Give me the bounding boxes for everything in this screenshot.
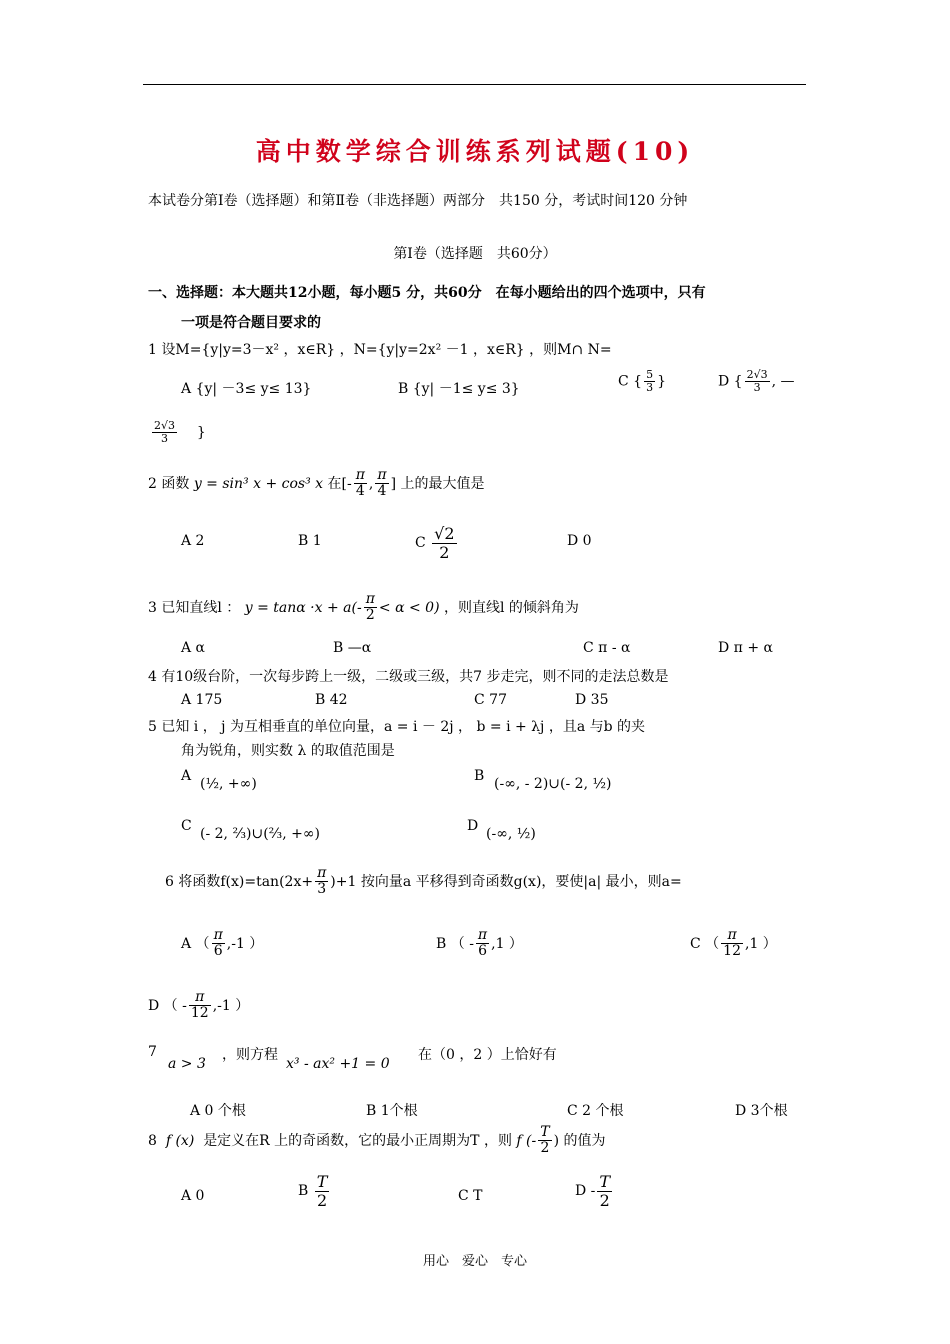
q5-line2: 角为锐角，则实数 λ 的取值范围是 (181, 743, 395, 759)
q1-option-a: A {y| －3≤ y≤ 13} (181, 381, 312, 397)
q2-option-b: B 1 (298, 533, 322, 549)
q3-option-b: B —α (333, 640, 372, 656)
q8-stem: 8 f (x) 是定义在R 上的奇函数，它的最小正周期为T ，则 f (- $\frac{T}{2}$ ) 的值为 (148, 1124, 606, 1157)
part1-title: 第Ⅰ卷（选择题 共60分） (393, 246, 557, 262)
q1-option-d-cont: $\frac{2√3}{3}$ } (154, 419, 206, 446)
q5-option-d-label: D (467, 818, 479, 834)
q5-option-d: (-∞, ½) (486, 826, 536, 842)
q4-option-b: B 42 (315, 692, 348, 708)
q3-option-c: C π - α (583, 640, 631, 656)
q5-option-c: (- 2, ⅔)∪(⅔, +∞) (200, 826, 320, 842)
q7-mid: ，则方程 (222, 1047, 278, 1063)
q7-option-c: C 2 个根 (567, 1103, 624, 1119)
q4-stem: 4 有10级台阶，一次每步跨上一级，二级或三级，共7 步走完，则不同的走法总数是 (148, 669, 669, 685)
q3-option-a: A α (181, 640, 206, 656)
q6-stem: 6 将函数f(x)=tan(2x+ $\frac{\pi}{3}$ )+1 按向量a 平移得到奇函数g(x)，要使|a| 最小，则a= (165, 865, 682, 898)
header-rule (143, 84, 806, 85)
q2-option-d: D 0 (567, 533, 592, 549)
page-title: 高中数学综合训练系列试题(10) (255, 137, 695, 166)
q7-number: 7 (148, 1044, 157, 1060)
q6-option-a: A （ $\frac{\pi}{6}$ ,-1 ） (181, 927, 264, 960)
q8-option-b: B $\frac{T}{2}$ (298, 1172, 328, 1210)
section1-line1: 一、选择题：本大题共12小题，每小题5 分，共60分 在每小题给出的四个选项中，只有 (148, 285, 706, 301)
q5-line1: 5 已知 i ， j 为互相垂直的单位向量，a = i － 2j ， b = i + λj ，且a 与b 的夹 (148, 719, 646, 735)
q8-option-a: A 0 (181, 1188, 205, 1204)
q2-option-a: A 2 (181, 533, 205, 549)
q7-option-d: D 3个根 (735, 1103, 788, 1119)
q2-stem: 2 函数 y = sin³ x + cos³ x 在[- $\frac{\pi}{4}$ , $\frac{\pi}{4}$ ] 上的最大值是 (148, 467, 485, 500)
q5-option-b-label: B (474, 768, 485, 784)
q7-end: 在（0 ，2 ）上恰好有 (418, 1047, 557, 1063)
q7-condition: a > 3 (168, 1056, 206, 1072)
q1-stem: 1 设M={y|y=3－x² ，x∈R} ，N={y|y=2x² －1 ，x∈R} ，则M∩ N= (148, 342, 612, 358)
intro-text: 本试卷分第Ⅰ卷（选择题）和第Ⅱ卷（非选择题）两部分 共150 分，考试时间120 分钟 (148, 193, 688, 209)
q5-option-a-label: A (181, 768, 192, 784)
q7-option-b: B 1个根 (366, 1103, 418, 1119)
q3-option-d: D π + α (718, 640, 773, 656)
q4-option-c: C 77 (474, 692, 507, 708)
q5-option-a: (½, +∞) (200, 776, 257, 792)
section1-line2: 一项是符合题目要求的 (181, 315, 321, 331)
q4-option-d: D 35 (575, 692, 609, 708)
q6-option-b: B （ - $\frac{\pi}{6}$ ,1 ） (436, 927, 523, 960)
q1-option-c: C { $\frac{5}{3}$ } (618, 368, 666, 395)
q6-option-d: D （ - $\frac{\pi}{12}$ ,-1 ） (148, 989, 250, 1022)
q1-option-d: D { $\frac{2√3}{3}$ , — (718, 368, 795, 395)
q4-option-a: A 175 (181, 692, 223, 708)
q3-stem: 3 已知直线l ： y = tanα ·x + a(- $\frac{\pi}{2}$ < α < 0) ，则直线l 的倾斜角为 (148, 591, 579, 624)
q5-option-c-label: C (181, 818, 192, 834)
q1-option-b: B {y| －1≤ y≤ 3} (398, 381, 520, 397)
q8-option-c: C T (458, 1188, 483, 1204)
q7-option-a: A 0 个根 (190, 1103, 246, 1119)
page-footer: 用心 爱心 专心 (422, 1254, 527, 1269)
q2-option-c: C $\frac{√2}{2}$ (415, 524, 455, 562)
q5-option-b: (-∞, - 2)∪(- 2, ½) (494, 776, 612, 792)
q7-equation: x³ - ax² +1 = 0 (286, 1056, 390, 1072)
q6-option-c: C （ $\frac{\pi}{12}$ ,1 ） (690, 927, 777, 960)
q8-option-d: D - $\frac{T}{2}$ (575, 1172, 611, 1210)
